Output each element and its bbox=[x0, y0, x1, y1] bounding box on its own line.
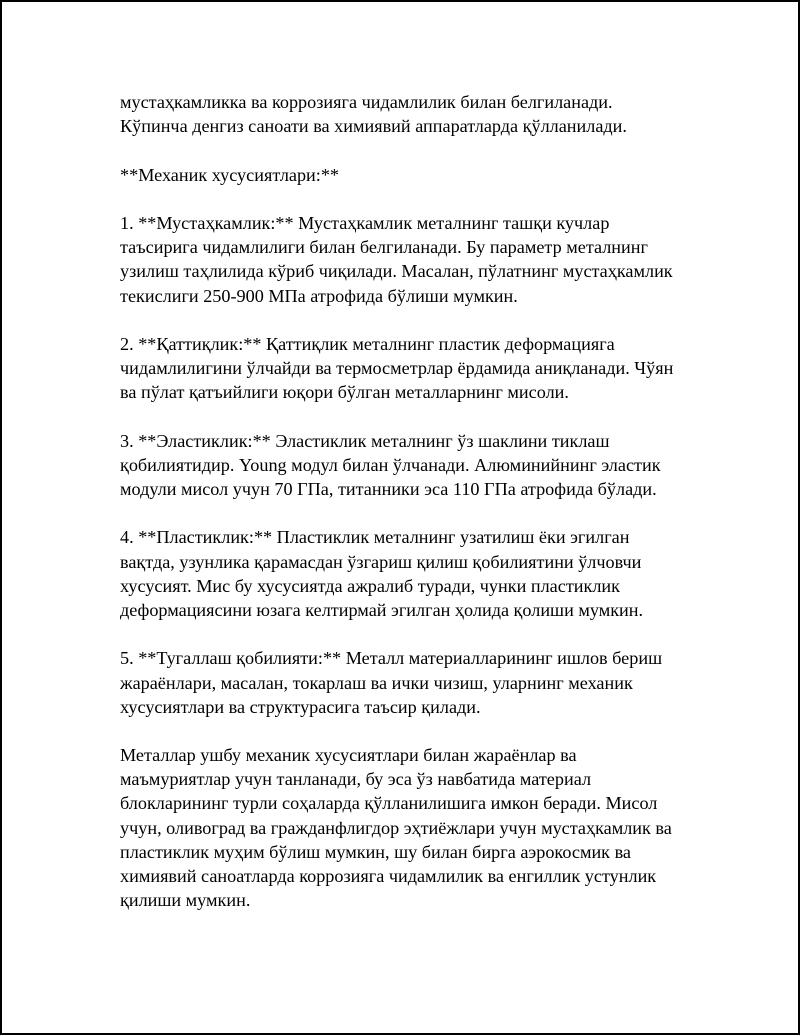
text-line: блокларининг турли соҳаларда қўлланилишига имкон беради. Мисол bbox=[120, 793, 658, 814]
paragraph-elasticity bbox=[120, 429, 720, 502]
paragraph-plasticity bbox=[120, 525, 720, 622]
text-line: Кўпинча денгиз саноати ва химиявий аппаратларда қўлланилади. bbox=[120, 116, 627, 137]
paragraph-conclusion bbox=[120, 743, 720, 912]
paragraph-strength bbox=[120, 211, 720, 308]
paragraph-hardness bbox=[120, 332, 720, 405]
text-line: чидамлилигини ўлчайди ва термосметрлар ёрдамида аниқланади. Чўян bbox=[120, 358, 674, 379]
text-line: таъсирига чидамлилиги билан белгиланади. Бу параметр металнинг bbox=[120, 237, 648, 258]
text-line: текислиги 250-900 МПа атрофида бўлиши мумкин. bbox=[120, 285, 518, 306]
text-line: пластиклик муҳим бўлиш мумкин, шу билан бирга аэрокосмик ва bbox=[120, 841, 631, 862]
text-line: узилиш таҳлилида кўриб чиқилади. Масалан, пўлатнинг мустаҳкамлик bbox=[120, 261, 673, 282]
text-line: 4. **Пластиклик:** Пластиклик металнинг узатилиш ёки эгилган bbox=[120, 527, 630, 548]
text-line: вақтда, узунлика қарамасдан ўзгариш қилиш қобилиятини ўлчовчи bbox=[120, 551, 642, 572]
text-line: 5. **Тугаллаш қобилияти:** Металл материалларининг ишлов бериш bbox=[120, 648, 663, 669]
text-line: 1. **Мустаҳкамлик:** Мустаҳкамлик металнинг ташқи кучлар bbox=[120, 212, 610, 233]
text-line: 2. **Қаттиқлик:** Қаттиқлик металнинг пластик деформацияга bbox=[120, 333, 615, 354]
paragraph-intro bbox=[120, 90, 720, 138]
paragraph-machinability bbox=[120, 646, 720, 719]
text-line: **Механик хусусиятлари:** bbox=[120, 164, 340, 185]
text-line: жараёнлари, масалан, токарлаш ва ички чизиш, уларнинг механик bbox=[120, 672, 633, 693]
section-heading bbox=[120, 163, 720, 187]
text-line: қобилиятидир. Young модул билан ўлчанади. Алюминийнинг эластик bbox=[120, 454, 661, 475]
text-line: Металлар ушбу механик хусусиятлари билан жараёнлар ва bbox=[120, 745, 577, 766]
document-body bbox=[120, 90, 720, 937]
text-line: ва пўлат қатъийлиги юқори бўлган металларнинг мисоли. bbox=[120, 382, 569, 403]
text-line: 3. **Эластиклик:** Эластиклик металнинг ўз шаклини тиклаш bbox=[120, 430, 610, 451]
text-line: мустаҳкамликка ва коррозияга чидамлилик билан белгиланади. bbox=[120, 92, 613, 112]
text-line: хусусиятлари ва структурасига таъсир қилади. bbox=[120, 696, 481, 717]
text-line: химиявий саноатларда коррозияга чидамлилик ва енгиллик устунлик bbox=[120, 866, 657, 886]
text-line: модули мисол учун 70 ГПа, титанники эса 110 ГПа атрофида бўлади. bbox=[120, 479, 657, 499]
text-line: хусусият. Мис бу хусусиятда ажралиб туради, чунки пластиклик bbox=[120, 575, 620, 596]
text-line: қилиши мумкин. bbox=[120, 890, 251, 911]
text-line: деформациясини юзага келтирмай эгилган ҳолида қолиши мумкин. bbox=[120, 599, 644, 620]
text-line: учун, оливоград ва гражданфлигдор эҳтиёжлари учун мустаҳкамлик ва bbox=[120, 817, 672, 838]
text-line: маъмуриятлар учун танланади, бу эса ўз навбатида материал bbox=[120, 769, 592, 790]
